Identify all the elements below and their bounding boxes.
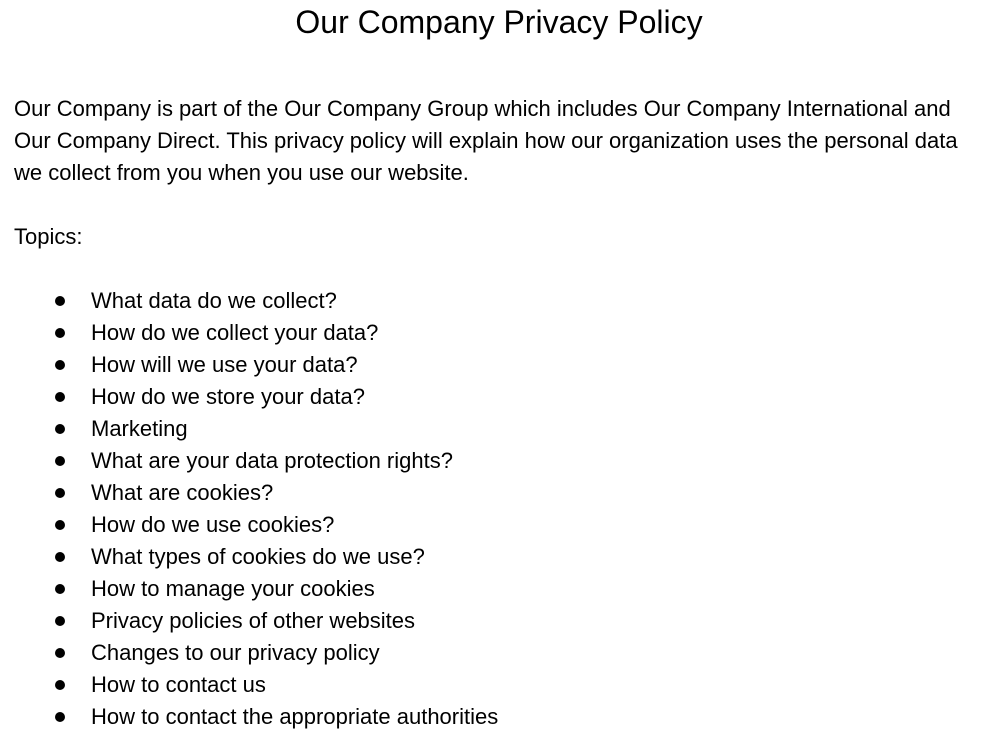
bullet-icon — [55, 616, 65, 626]
topic-list-item — [14, 637, 984, 669]
topic-label: Changes to our privacy policy — [91, 640, 380, 665]
topic-list-item — [14, 445, 984, 477]
topic-list-item — [14, 541, 984, 573]
topic-label: How to contact the appropriate authorities — [91, 704, 499, 729]
bullet-icon — [55, 328, 65, 338]
bullet-icon — [55, 680, 65, 690]
topic-list — [14, 285, 984, 733]
topic-list-item — [14, 285, 984, 317]
bullet-icon — [55, 360, 65, 370]
topic-label: Marketing — [91, 416, 188, 441]
bullet-icon — [55, 584, 65, 594]
topic-list-item — [14, 317, 984, 349]
bullet-icon — [55, 424, 65, 434]
topic-label: What data do we collect? — [91, 288, 337, 313]
topic-label: How to contact us — [91, 672, 266, 697]
bullet-icon — [55, 552, 65, 562]
bullet-icon — [55, 648, 65, 658]
topic-list-item — [14, 381, 984, 413]
topic-label: Privacy policies of other websites — [91, 608, 416, 633]
bullet-icon — [55, 712, 65, 722]
topic-list-item — [14, 509, 984, 541]
topic-list-item — [14, 477, 984, 509]
topic-list-item — [14, 349, 984, 381]
document-page — [14, 0, 984, 733]
topic-list-item — [14, 413, 984, 445]
bullet-icon — [55, 520, 65, 530]
topic-label: What are cookies? — [91, 480, 274, 505]
topic-label: How will we use your data? — [91, 352, 358, 377]
topic-list-item — [14, 573, 984, 605]
topics-label: Topics: — [14, 224, 83, 249]
topic-list-item — [14, 701, 984, 733]
bullet-icon — [55, 456, 65, 466]
topic-label: What types of cookies do we use? — [91, 544, 425, 569]
topic-list-item — [14, 605, 984, 637]
topic-label: How do we store your data? — [91, 384, 365, 409]
topic-label: What are your data protection rights? — [91, 448, 453, 473]
bullet-icon — [55, 296, 65, 306]
topic-label: How do we use cookies? — [91, 512, 335, 537]
bullet-icon — [55, 392, 65, 402]
topic-label: How to manage your cookies — [91, 576, 375, 601]
document-title: Our Company Privacy Policy — [295, 4, 703, 40]
topic-label: How do we collect your data? — [91, 320, 379, 345]
topic-list-item — [14, 669, 984, 701]
intro-paragraph: Our Company is part of the Our Company Group which includes Our Company International and Our Company Direct. This privacy policy will explain how our organization uses the personal data we collect from you when you use our website. — [14, 96, 958, 185]
bullet-icon — [55, 488, 65, 498]
